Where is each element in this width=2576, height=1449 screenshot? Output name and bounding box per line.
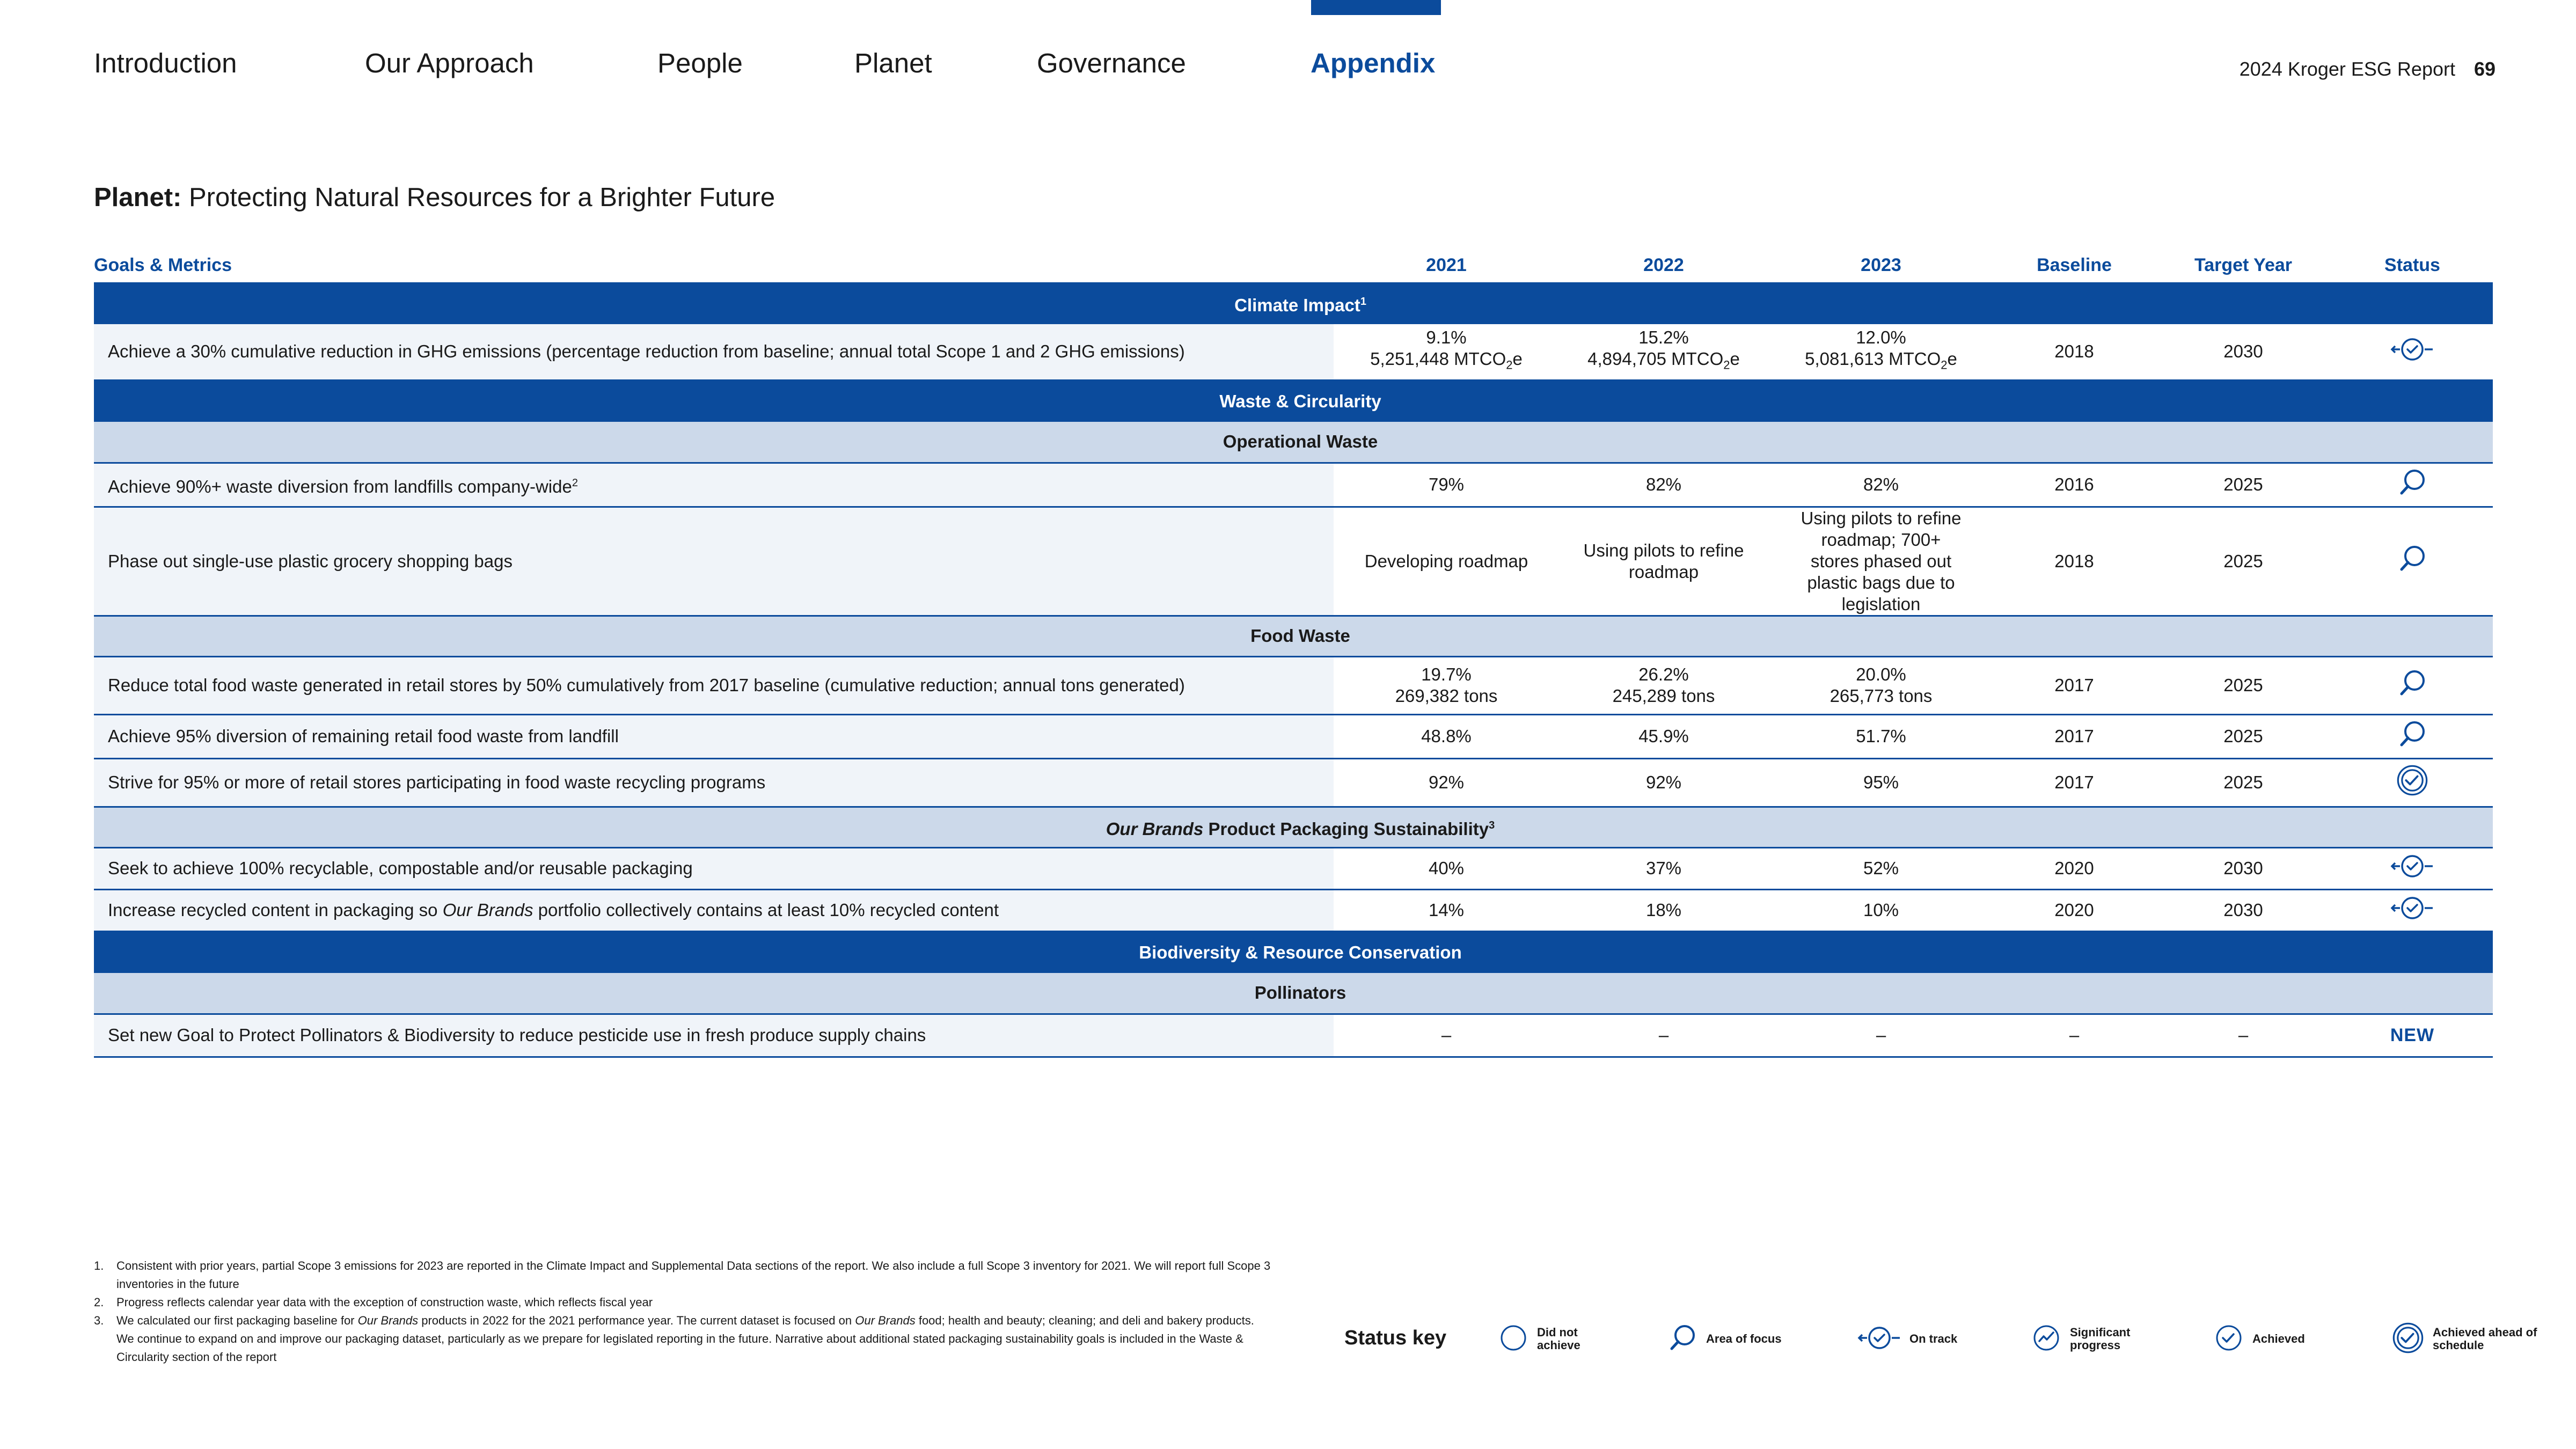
subsection-title: Pollinators <box>94 973 2493 1014</box>
baseline-value: 2017 <box>1994 656 2155 714</box>
value-2021: Developing roadmap <box>1334 507 1559 616</box>
table-row <box>94 714 2493 758</box>
did-not-achieve-icon <box>1497 1322 1529 1357</box>
status-cell <box>2332 507 2493 616</box>
target-year-value: 2030 <box>2155 847 2332 889</box>
table-row <box>94 889 2493 931</box>
header-2023: 2023 <box>1861 254 1901 275</box>
goal-text: Achieve a 30% cumulative reduction in GHG emissions (percentage reduction from baseline; annual total Scope 1 and 2 GHG emissions) <box>94 324 1334 380</box>
on-track-icon <box>2390 850 2435 887</box>
area-of-focus-icon <box>2396 667 2428 704</box>
status-key-title: Status key <box>1344 1327 1447 1349</box>
header-status: Status <box>2384 254 2440 275</box>
value-2022: 18% <box>1559 889 1768 931</box>
goal-text: Achieve 90%+ waste diversion from landfills company-wide$^2$ <box>94 463 1334 507</box>
area-of-focus-icon <box>2396 466 2428 503</box>
value-2022: Using pilots to refine roadmap <box>1559 507 1768 616</box>
value-2022: 92% <box>1559 758 1768 807</box>
value-pct: 12.0% <box>1856 327 1906 348</box>
value-abs: 5,251,448 $MTCO_2e$ <box>1370 349 1523 372</box>
value-2023 <box>1768 324 1994 380</box>
key-label: Achieved ahead of schedule <box>2433 1326 2537 1352</box>
key-label: On track <box>1909 1332 1958 1345</box>
goal-text: Phase out single-use plastic grocery shopping bags <box>94 507 1334 616</box>
baseline-value: 2016 <box>1994 463 2155 507</box>
footnote-text: Progress reflects calendar year data with the exception of construction waste, which reflects fiscal year <box>116 1296 653 1309</box>
header-baseline: Baseline <box>2037 254 2112 275</box>
table-row <box>94 847 2493 889</box>
footnote-text: We calculated our first packaging baseline for Our Brands products in 2022 for the 2021 performance year. The current dataset is focused on Our Brands food; health and beauty; cleaning; and deli and bakery products. We continue to expand on and improve our packaging dataset, particularly as we prepare for legislated reporting in the future. Narrative about additional stated packaging sustainability goals is included in the Waste & Circularity section of the report <box>116 1314 1254 1364</box>
key-item-achieved-ahead <box>2391 1320 2540 1358</box>
nav-tab-introduction[interactable]: Introduction <box>94 48 237 78</box>
value-2021: 19.7% 269,382 tons <box>1334 656 1559 714</box>
value-pct: 9.1% <box>1426 327 1467 348</box>
value-2023: 51.7% <box>1768 714 1994 758</box>
value-2023: 20.0% 265,773 tons <box>1768 656 1994 714</box>
nav-tab-appendix[interactable]: Appendix <box>1311 48 1436 78</box>
value-2023: – <box>1768 1014 1994 1057</box>
value-2023: 10% <box>1768 889 1994 931</box>
active-tab-indicator <box>1311 0 1441 15</box>
footnote-ref: 1 <box>1360 295 1366 308</box>
status-cell <box>2332 714 2493 758</box>
table-row <box>94 463 2493 507</box>
goal-text: Increase recycled content in packaging so Our Brands portfolio collectively contains at least 10% recycled content <box>94 889 1334 931</box>
value-2023: 95% <box>1768 758 1994 807</box>
value-abs: 4,894,705 $MTCO_2e$ <box>1587 349 1740 372</box>
page-title-rest: Protecting Natural Resources for a Brighter Future <box>189 183 775 212</box>
value-2021: 40% <box>1334 847 1559 889</box>
key-item-on-track <box>1857 1320 1990 1358</box>
table-row <box>94 758 2493 807</box>
footnote-text: Consistent with prior years, partial Scope 3 emissions for 2023 are reported in the Climate Impact and Supplemental Data sections of the report. We also include a full Scope 3 inventory for 2021. We will report full Scope 3 inventories in the future <box>116 1259 1271 1291</box>
baseline-value: 2020 <box>1994 889 2155 931</box>
goal-text: Reduce total food waste generated in retail stores by 50% cumulatively from 2017 baseline (cumulative reduction; annual tons generated) <box>94 656 1334 714</box>
baseline-value: 2017 <box>1994 758 2155 807</box>
subsection-title: Food Waste <box>94 616 2493 656</box>
target-year-value: 2025 <box>2155 463 2332 507</box>
value-2022: 45.9% <box>1559 714 1768 758</box>
header-2021: 2021 <box>1426 254 1467 275</box>
page-title-bold: Planet: <box>94 183 182 212</box>
table-row <box>94 324 2493 380</box>
target-year-value: 2025 <box>2155 507 2332 616</box>
header-target-year: Target Year <box>2194 254 2293 275</box>
key-label: Area of focus <box>1706 1332 1782 1345</box>
baseline-value: 2018 <box>1994 507 2155 616</box>
value-2021: 14% <box>1334 889 1559 931</box>
subsection-row-food-waste <box>94 616 2493 656</box>
value-2023: 82% <box>1768 463 1994 507</box>
key-item-significant-progress <box>2030 1320 2150 1358</box>
table-row <box>94 1014 2493 1057</box>
key-label: Significant progress <box>2070 1326 2131 1352</box>
target-year-value: 2025 <box>2155 714 2332 758</box>
target-year-value: 2030 <box>2155 889 2332 931</box>
status-cell <box>2332 889 2493 931</box>
status-cell <box>2332 847 2493 889</box>
area-of-focus-icon <box>2396 543 2428 580</box>
value-2022 <box>1559 324 1768 380</box>
goal-text: Set new Goal to Protect Pollinators & Biodiversity to reduce pesticide use in fresh produce supply chains <box>94 1014 1334 1057</box>
value-2022: 82% <box>1559 463 1768 507</box>
baseline-value: 2018 <box>1994 324 2155 380</box>
baseline-value: – <box>1994 1014 2155 1057</box>
subsection-title: Operational Waste <box>94 422 2493 463</box>
status-cell <box>2332 758 2493 807</box>
target-year-value: 2030 <box>2155 324 2332 380</box>
on-track-icon <box>1857 1322 1902 1357</box>
target-year-value: 2025 <box>2155 656 2332 714</box>
value-2021: 79% <box>1334 463 1559 507</box>
section-title: Biodiversity & Resource Conservation <box>94 931 2493 973</box>
key-label: Did not achieve <box>1537 1326 1580 1352</box>
header-2022: 2022 <box>1643 254 1684 275</box>
status-new-label: NEW <box>2390 1025 2435 1045</box>
section-row-biodiversity <box>94 931 2493 973</box>
target-year-value: – <box>2155 1014 2332 1057</box>
page-number: 69 <box>2473 58 2496 80</box>
header-goals: Goals & Metrics <box>94 254 232 275</box>
baseline-value: 2017 <box>1994 714 2155 758</box>
baseline-value: 2020 <box>1994 847 2155 889</box>
value-2022: – <box>1559 1014 1768 1057</box>
report-title: 2024 Kroger ESG Report <box>2239 58 2455 80</box>
footnotes <box>94 1257 1275 1366</box>
value-2023: 52% <box>1768 847 1994 889</box>
value-2023: Using pilots to refine roadmap; 700+ stores phased out plastic bags due to legislation <box>1768 507 1994 616</box>
value-abs: 5,081,613 $MTCO_2e$ <box>1805 349 1957 372</box>
section-row-waste <box>94 380 2493 422</box>
footnote-number: 3. <box>94 1314 104 1327</box>
status-cell <box>2332 324 2493 380</box>
footnote-number: 2. <box>94 1296 104 1309</box>
value-2022: 26.2% 245,289 tons <box>1559 656 1768 714</box>
value-2021: 92% <box>1334 758 1559 807</box>
status-cell <box>2332 463 2493 507</box>
subsection-row-pollinators <box>94 973 2493 1014</box>
area-of-focus-icon <box>1666 1322 1699 1357</box>
achieved-ahead-icon <box>2395 763 2429 802</box>
value-2021 <box>1334 324 1559 380</box>
on-track-icon <box>2390 333 2435 370</box>
nav-tab-people[interactable]: People <box>657 48 743 78</box>
nav-tab-our-approach[interactable]: Our Approach <box>365 48 534 78</box>
table-row <box>94 656 2493 714</box>
nav-tab-governance[interactable]: Governance <box>1037 48 1186 78</box>
key-item-did-not-achieve <box>1497 1320 1618 1358</box>
area-of-focus-icon <box>2396 718 2428 755</box>
achieved-icon <box>2213 1322 2245 1357</box>
status-cell <box>2332 656 2493 714</box>
table-header-row <box>94 248 2493 282</box>
footnote-3 <box>94 1312 1275 1366</box>
status-key <box>1344 1309 2537 1368</box>
section-row-climate <box>94 282 2493 324</box>
section-label <box>94 282 2493 324</box>
value-pct: 15.2% <box>1638 327 1689 348</box>
value-2021: – <box>1334 1014 1559 1057</box>
goal-text: Achieve 95% diversion of remaining retail food waste from landfill <box>94 714 1334 758</box>
status-cell <box>2332 1014 2493 1057</box>
section-title: Waste & Circularity <box>94 380 2493 422</box>
value-2022: 37% <box>1559 847 1768 889</box>
footnote-2 <box>94 1293 1275 1312</box>
goals-metrics-table <box>94 248 2493 1058</box>
footnote-number: 1. <box>94 1259 104 1272</box>
on-track-icon <box>2390 892 2435 929</box>
goal-text: Strive for 95% or more of retail stores participating in food waste recycling programs <box>94 758 1334 807</box>
goal-text: Seek to achieve 100% recyclable, compostable and/or reusable packaging <box>94 847 1334 889</box>
key-label: Achieved <box>2252 1332 2305 1345</box>
key-item-area-of-focus <box>1666 1320 1787 1358</box>
subsection-title: Our Brands Product Packaging Sustainability$^3$ <box>94 807 2493 847</box>
table-row <box>94 507 2493 616</box>
nav-tab-planet[interactable]: Planet <box>854 48 932 78</box>
section-title: Climate Impact <box>1234 295 1360 315</box>
footnote-1 <box>94 1257 1275 1293</box>
page-title <box>94 182 775 213</box>
target-year-value: 2025 <box>2155 758 2332 807</box>
value-2021: 48.8% <box>1334 714 1559 758</box>
key-item-achieved <box>2213 1320 2333 1358</box>
subsection-row-operational <box>94 422 2493 463</box>
achieved-ahead-icon <box>2391 1321 2425 1358</box>
significant-progress-icon <box>2030 1322 2062 1357</box>
top-navigation <box>94 47 1462 86</box>
subsection-row-brands-packaging <box>94 807 2493 847</box>
